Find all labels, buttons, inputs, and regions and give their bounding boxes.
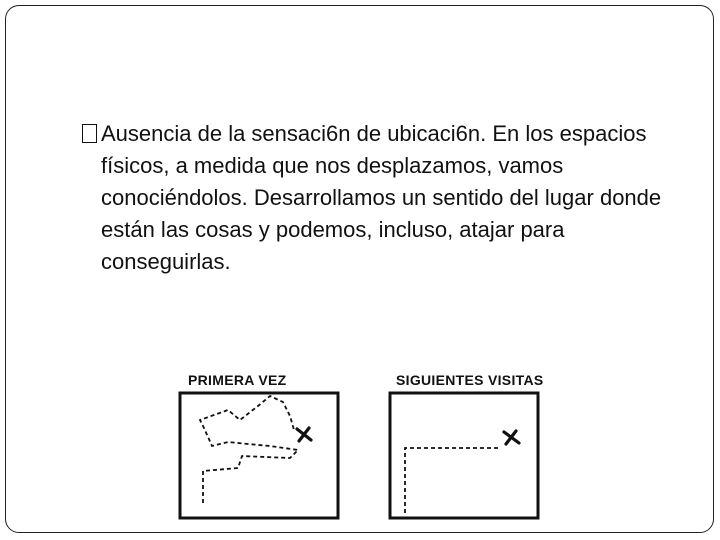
paragraph-text: Ausencia de la sensaci6n de ubicaci6n. En los espacios físicos, a medida que nos desplazamos, vamos conociéndolos. Desarrollamos un sentido del lugar donde están las cosas y podemos, incluso, atajar para conseguirlas. <box>101 121 662 274</box>
label-primera-vez: PRIMERA VEZ <box>188 372 287 388</box>
bullet-paragraph <box>82 118 682 278</box>
navigation-figure <box>170 368 620 528</box>
slide-body <box>82 118 682 278</box>
x-target-icon <box>504 431 519 444</box>
path-siguientes <box>405 448 500 513</box>
x-target-icon <box>297 428 311 441</box>
figure-drawing <box>170 368 620 528</box>
label-siguientes-visitas: SIGUIENTES VISITAS <box>396 372 544 388</box>
square-bullet-icon <box>82 124 97 143</box>
path-primera-vez <box>200 396 298 503</box>
panel-siguientes-box <box>390 393 538 518</box>
